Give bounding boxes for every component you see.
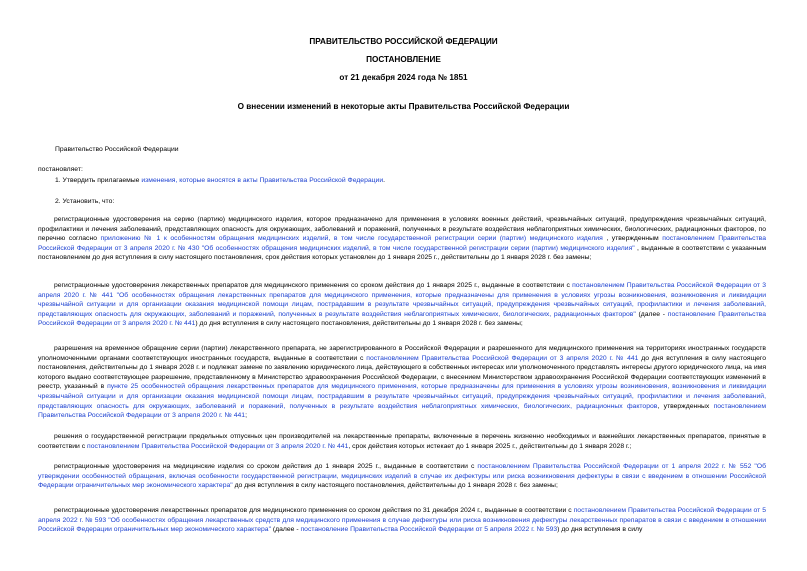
resolution-441-link[interactable]: постановлением Правительства Российской Федерации от 3 апреля 2020 г. № 441 <box>87 442 349 450</box>
resolution-441-link[interactable]: постановлением Правительства Российской Федерации от 3 апреля 2020 г. № 441 <box>366 354 639 362</box>
paragraph-text: разрешения на временное обращение серии (партии) лекарственного препарата, не зарегистрированного в Российской Федерации и разрешенного для медицинского применения на территориях иностранных государств уполномоченными органами соответствующих иностранных государств, выданные в соответствии с <box>38 345 766 362</box>
paragraph-text: регистрационные удостоверения на медицинские изделия со сроком действия до 1 января 2025 г., выданные в соответствии с <box>54 463 478 470</box>
document-type: ПОСТАНОВЛЕНИЕ <box>366 55 441 64</box>
annex-1-link[interactable]: приложению № 1 к особенностям обращения медицинских изделий, в том числе государственной регистрации серии (партии) медицинского изделия <box>100 235 603 243</box>
paragraph-temporary-permits <box>38 344 766 421</box>
resolution-430-link[interactable]: постановлением Правительства Российской Федерации от 3 апреля 2020 г. № 430 "Об особенностях обращения медицинских изделий, в том числе государственной регистрации серии (партии) медицинского изделия" <box>38 235 766 252</box>
paragraph-text: , срок действия которых истекает до 1 января 2025 г., действительны до 1 января 2028 г.; <box>348 442 632 450</box>
resolution-441-link[interactable]: постановлением Правительства Российской Федерации от 3 апреля 2020 г. № 441 "Об особенностях обращения лекарственных препаратов для медицинского применения, которые предназначены для применения в условиях угрозы возникновения, возникновения и ликвидации чрезвычайной ситуации и для организации оказания медицинской помощи лицам, пострадавшим в результате чрезвычайных ситуаций, предупреждения чрезвычайных ситуаций, профилактики и лечения заболеваний, представляющих опасность для окружающих, заболеваний и поражений, полученных в результате воздействия неблагоприятных химических, биологических, радиационных факторов" <box>38 282 766 318</box>
document-title: О внесении изменений в некоторые акты Правительства Российской Федерации <box>237 102 570 111</box>
paragraph-text: ) до дня вступления в силу настоящего постановления, действительны до 1 января 2028 г. без замены; <box>195 320 523 328</box>
resolution-552-link[interactable]: постановлением Правительства Российской Федерации от 1 апреля 2022 г. № 552 "Об утверждении особенностей обращения, включая особенности государственной регистрации, медицинских изделий в случае их дефектуры или риска возникновения дефектуры в связи с введением в отношении Российской Федерации ограничительных мер экономического характера" <box>38 463 766 490</box>
paragraph-text: (далее - <box>271 526 301 534</box>
item-1-prefix: 1. Утвердить прилагаемые <box>55 177 142 184</box>
item-2: 2. Установить, что: <box>55 198 115 205</box>
paragraph-text: решения о государственной регистрации предельных отпускных цен производителей на лекарственные препараты, включенные в перечень жизненно необходимых и важнейших лекарственных препаратов, принятые в соответствии с <box>38 433 766 450</box>
paragraph-text: (далее - <box>635 310 668 318</box>
paragraph-text: , утвержденным <box>602 235 663 243</box>
item-1 <box>55 177 385 186</box>
paragraph-text: ; <box>245 412 247 420</box>
paragraph-drug-certificates <box>38 281 766 329</box>
paragraph-drugs-593 <box>38 506 766 535</box>
item-1-suffix: . <box>383 177 386 184</box>
date-number: от 21 декабря 2024 года № 1851 <box>339 73 468 82</box>
government-heading: ПРАВИТЕЛЬСТВО РОССИЙСКОЙ ФЕДЕРАЦИИ <box>309 37 498 46</box>
resolution-441-link[interactable]: постановлением Правительства Российской Федерации от 3 апреля 2020 г. № 441 <box>38 402 767 420</box>
paragraph-text: , утвержденных <box>657 402 714 410</box>
issuer-text: Правительство Российской Федерации <box>55 146 179 153</box>
paragraph-text: регистрационные удостоверения лекарственных препаратов для медицинского применения со сроком действия до 1 января 2025 г., выданные в соответствии с <box>54 282 573 289</box>
changes-link[interactable]: изменения, которые вносятся в акты Правительства Российской Федерации <box>141 177 384 184</box>
paragraph-medical-devices-552 <box>38 462 766 491</box>
paragraph-text: регистрационные удостоверения на серию (партию) медицинского изделия, которое предназначено для применения в условиях военных действий, чрезвычайных ситуаций, предупреждения чрезвычайных ситуаций, профилактики и лечения заболеваний, представляющих опасность для окружающих, заболеваний и поражений, полученных в результате воздействия неблагоприятных химических, биологических, радиационных факторов, по перечню согласно <box>38 216 766 243</box>
clause-25-link[interactable]: пункте 25 особенностей обращения лекарственных препаратов для медицинского применения, которые предназначены для применения в условиях угрозы возникновения, возникновения и ликвидации чрезвычайной ситуации и для организации оказания медицинской помощи лицам, пострадавшим в результате чрезвычайных ситуаций, предупреждения чрезвычайных ситуаций, профилактики и лечения заболеваний, представляющих опасность для окружающих, заболеваний и поражений, полученных в результате воздействия неблагоприятных химических, биологических, радиационных факторов <box>38 383 766 410</box>
resolves-text: постановляет: <box>38 166 83 173</box>
paragraph-text: до дня вступления в силу настоящего постановления, действительны до 1 января 2028 г. и подлежат замене по заявлению юридического лица, действующего в собственных интересах или уполномоченного представлять интересы другого юридического лица, на имя которого выдано соответствующее разрешение, представленному в Министерство здравоохранения Российской Федерации, с внесением Министерством здравоохранения Российской Федерации соответствующих изменений в реестр, указанный в <box>38 354 766 391</box>
paragraph-price-registration <box>38 432 766 451</box>
resolution-593-short-link[interactable]: постановление Правительства Российской Федерации от 5 апреля 2022 г. № 593 <box>300 526 558 534</box>
paragraph-text: ) до дня вступления в силу <box>557 526 643 534</box>
resolution-441-short-link[interactable]: постановление Правительства Российской Федерации от 3 апреля 2020 г. № 441 <box>38 310 766 328</box>
paragraph-text: , выданные в соответствии с указанным постановлением до дня вступления в силу настоящего постановления, срок действия которых установлен до 1 января 2025 г., действительны до 1 января 2028 г. без замены; <box>38 244 767 262</box>
paragraph-text: до дня вступления в силу настоящего постановления, действительны до 1 января 2028 г. без замены; <box>232 482 558 490</box>
resolution-593-link[interactable]: постановлением Правительства Российской Федерации от 5 апреля 2022 г. № 593 "Об особенностях обращения лекарственных средств для медицинского применения в случае дефектуры или риска возникновения дефектуры лекарственных препаратов в связи с введением в отношении Российской Федерации ограничительных мер экономического характера" <box>38 507 766 534</box>
paragraph-text: регистрационные удостоверения лекарственных препаратов для медицинского применения со сроком действия по 31 декабря 2024 г., выданные в соответствии с <box>54 507 574 514</box>
paragraph-medical-devices-series <box>38 215 766 263</box>
